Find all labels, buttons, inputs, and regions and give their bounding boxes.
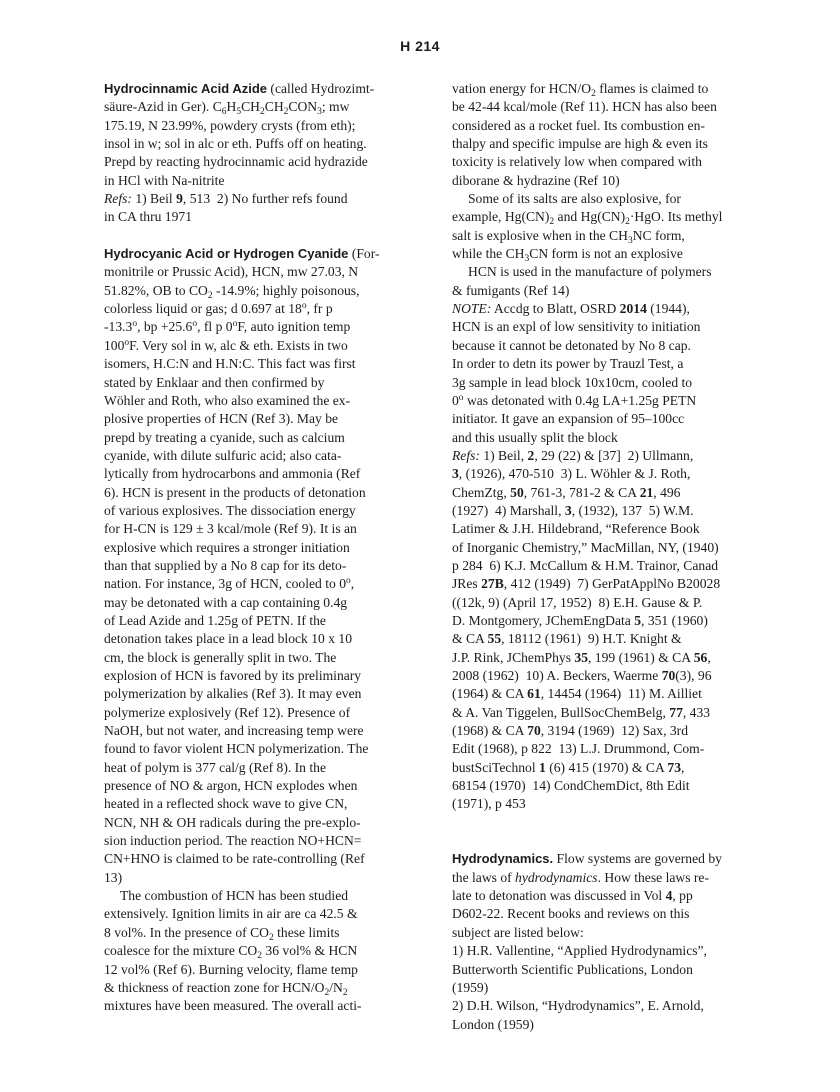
text-line: (1971), p 453	[452, 796, 526, 812]
text-line: heated in a reflected shock wave to give CN,	[104, 796, 348, 812]
text-line: polymerization by alkalies (Ref 3). It may even	[104, 686, 362, 702]
text-line: coalesce for the mixture $CO_2$ 36 vol% & HCN	[104, 943, 358, 962]
text-line: 0$^o$ was detonated with 0.4g LA+1.25g PETN	[452, 392, 697, 408]
text-line: 68154 (1970) 14) CondChemDict, 8th Edit	[452, 778, 690, 794]
text-line: while the $CH_3CN$ form is not an explosive	[452, 246, 683, 265]
text-line: monitrile or Prussic Acid), HCN, mw 27.03, N	[104, 264, 359, 280]
left-column	[104, 80, 421, 1016]
text-line: plosive properties of HCN (Ref 3). May be	[104, 411, 339, 427]
text-line: (1968) & CA 70, 3194 (1969) 12) Sax, 3rd	[452, 723, 688, 739]
text-line: 2) D.H. Wilson, “Hydrodynamics”, E. Arnold,	[452, 998, 704, 1014]
text-line: London (1959)	[452, 1016, 534, 1032]
text-line: found to favor violent HCN polymerization. The	[104, 741, 369, 757]
text-line: Latimer & J.H. Hildebrand, “Reference Book	[452, 521, 700, 537]
text-line: cm, the block is generally split in two. The	[104, 649, 337, 665]
text-line: may be detonated with a cap containing 0.4g	[104, 594, 348, 610]
text-line: Hydrodynamics. Flow systems are governed by	[452, 851, 722, 867]
text-line: -13.3$^o$, bp $+25.6^o$, fl p 0$^o$F, auto ignition temp	[104, 319, 351, 335]
text-line: thalpy and specific impulse are high & even its	[452, 136, 708, 152]
text-line: NCN, NH & OH radicals during the pre-explo-	[104, 814, 361, 830]
text-line: stated by Enklaar and then confirmed by	[104, 374, 325, 390]
text-line: late to detonation was discussed in Vol 4, pp	[452, 888, 693, 904]
text-line: than that supplied by a No 8 cap for its deto-	[104, 557, 347, 573]
text-line: D602-22. Recent books and reviews on this	[452, 906, 690, 922]
text-line: initiator. It gave an expansion of 95–100cc	[452, 411, 685, 427]
text-line: the laws of hydrodynamics. How these laws re-	[452, 869, 709, 885]
text-line: 175.19, N 23.99%, powdery crysts (from eth);	[104, 117, 356, 133]
text-line: of Lead Azide and 1.25g of PETN. If the	[104, 612, 326, 628]
text-line: 6). HCN is present in the products of detonation	[104, 484, 366, 500]
text-line: of various explosives. The dissociation energy	[104, 502, 356, 518]
text-line: säure-Azid in Ger). $C_6H_5CH_2CH_2CON_3$; mw	[104, 99, 350, 118]
text-line: p 284 6) K.J. McCallum & H.M. Trainor, Canad	[452, 557, 719, 573]
text-line: of Inorganic Chemistry,” MacMillan, NY, (1940)	[452, 539, 719, 555]
text-line: ((12k, 9) (April 17, 1952) 8) E.H. Gause & P.	[452, 594, 703, 610]
text-line: be 42-44 kcal/mole (Ref 11). HCN has also been	[452, 99, 717, 115]
text-line: Refs: 1) Beil 9, 513 2) No further refs found	[104, 191, 348, 207]
text-line: 100$^o$F. Very sol in w, alc & eth. Exists in two	[104, 337, 348, 353]
text-line: 3, (1926), 470-510 3) L. Wöhler & J. Roth,	[452, 466, 691, 482]
text-line: insol in w; sol in alc or eth. Puffs off on heating.	[104, 136, 367, 152]
blank-line	[104, 227, 421, 245]
text-line: colorless liquid or gas; d 0.697 at 18$^o$, fr p	[104, 301, 333, 317]
text-line: & A. Van Tiggelen, BullSocChemBelg, 77, 433	[452, 704, 711, 720]
text-line: 3g sample in lead block 10x10cm, cooled to	[452, 374, 693, 390]
text-line: Hydrocinnamic Acid Azide (called Hydrozimt-	[104, 81, 375, 96]
text-line: considered as a rocket fuel. Its combustion en-	[452, 117, 705, 133]
text-line: Butterworth Scientific Publications, London	[452, 961, 693, 977]
text-line: & fumigants (Ref 14)	[452, 282, 570, 298]
text-line: mixtures have been measured. The overall acti-	[104, 998, 362, 1014]
text-line: prepd by treating a cyanide, such as calcium	[104, 429, 345, 445]
text-line: HCN is an expl of low sensitivity to initiation	[452, 319, 701, 335]
blank-line	[452, 832, 778, 850]
text-line: & thickness of reaction zone for HCN/$O_2/N_2$	[104, 979, 348, 998]
text-line: (1927) 4) Marshall, 3, (1932), 137 5) W.M.	[452, 502, 694, 518]
text-line: Edit (1968), p 822 13) L.J. Drummond, Com-	[452, 741, 705, 757]
text-line: in CA thru 1971	[104, 209, 192, 225]
text-line: 13)	[104, 869, 123, 885]
text-line: The combustion of HCN has been studied	[120, 888, 349, 904]
text-line: detonation takes place in a lead block 10 x 10	[104, 631, 353, 647]
text-line: D. Montgomery, JChemEngData 5, 351 (1960)	[452, 612, 708, 628]
text-line: 2008 (1962) 10) A. Beckers, Waerme 70(3), 96	[452, 668, 712, 683]
text-line: toxicity is relatively low when compared with	[452, 154, 702, 170]
text-line: explosion of HCN is favored by its preliminary	[104, 668, 362, 683]
text-line: for H-CN is 129 ± 3 kcal/mole (Ref 9). It is an	[104, 521, 357, 537]
text-line: & CA 55, 18112 (1961) 9) H.T. Knight &	[452, 631, 682, 647]
text-line: HCN is used in the manufacture of polymers	[468, 264, 712, 280]
text-line: polymerize explosively (Ref 12). Presence of	[104, 704, 351, 720]
text-line: Wöhler and Roth, who also examined the ex-	[104, 392, 351, 408]
text-line: 8 vol%. In the presence of $CO_2$ these limits	[104, 924, 340, 943]
text-line: Prepd by reacting hydrocinnamic acid hydrazide	[104, 154, 368, 170]
text-line: In order to detn its power by Trauzl Test, a	[452, 356, 684, 372]
text-line: Hydrocyanic Acid or Hydrogen Cyanide (For-	[104, 246, 380, 262]
page-number: H 214	[400, 38, 440, 54]
text-line: JRes 27B, 412 (1949) 7) GerPatApplNo B20028	[452, 576, 721, 592]
text-line: NOTE: Accdg to Blatt, OSRD 2014 (1944),	[452, 301, 690, 317]
text-line: because it cannot be detonated by No 8 cap.	[452, 337, 691, 353]
text-line: subject are listed below:	[452, 924, 584, 940]
text-line: J.P. Rink, JChemPhys 35, 199 (1961) & CA 56,	[452, 649, 711, 665]
text-line: and this usually split the block	[452, 429, 618, 445]
blank-line	[452, 814, 778, 832]
text-line: cyanide, with dilute sulfuric acid; also cata-	[104, 447, 342, 463]
text-line: ChemZtg, 50, 761-3, 781-2 & CA 21, 496	[452, 484, 681, 500]
text-line: vation energy for HCN/$O_2$ flames is claimed to	[452, 81, 709, 99]
text-line: NaOH, but not water, and increasing temp were	[104, 723, 364, 739]
text-line: isomers, H.C:N and H.N:C. This fact was first	[104, 356, 356, 372]
text-line: sion induction period. The reaction NO+HCN=	[104, 833, 362, 849]
text-line: salt is explosive when in the $CH_3NC$ form,	[452, 227, 685, 246]
text-line: CN+HNO is claimed to be rate-controlling (Ref	[104, 851, 365, 867]
text-line: presence of NO & argon, HCN explodes when	[104, 778, 358, 794]
text-line: diborane & hydrazine (Ref 10)	[452, 172, 620, 188]
text-line: nation. For instance, 3g of HCN, cooled to 0$^o$,	[104, 576, 355, 592]
text-line: heat of polym is 377 cal/g (Ref 8). In the	[104, 759, 326, 775]
right-column	[452, 80, 778, 1034]
text-line: example, $Hg(CN)_2$ and $Hg(CN)_2\cdot HgO$. Its methyl	[452, 209, 723, 228]
text-line: Refs: 1) Beil, 2, 29 (22) & [37] 2) Ullmann,	[452, 447, 694, 463]
text-line: Some of its salts are also explosive, for	[468, 191, 681, 207]
text-line: in HCl with Na-nitrite	[104, 172, 225, 188]
text-line: 12 vol% (Ref 6). Burning velocity, flame temp	[104, 961, 358, 977]
text-line: lytically from hydrocarbons and ammonia (Ref	[104, 466, 361, 482]
text-line: (1964) & CA 61, 14454 (1964) 11) M. Ailliet	[452, 686, 702, 702]
text-line: 51.82%, OB to $CO_2$ -14.9%; highly poisonous,	[104, 282, 360, 301]
text-line: 1) H.R. Vallentine, “Applied Hydrodynamics”,	[452, 943, 707, 959]
text-line: (1959)	[452, 979, 489, 995]
text-line: extensively. Ignition limits in air are ca 42.5 &	[104, 906, 358, 922]
text-line: explosive which requires a stronger initiation	[104, 539, 350, 555]
text-line: bustSciTechnol 1 (6) 415 (1970) & CA 73,	[452, 759, 685, 775]
